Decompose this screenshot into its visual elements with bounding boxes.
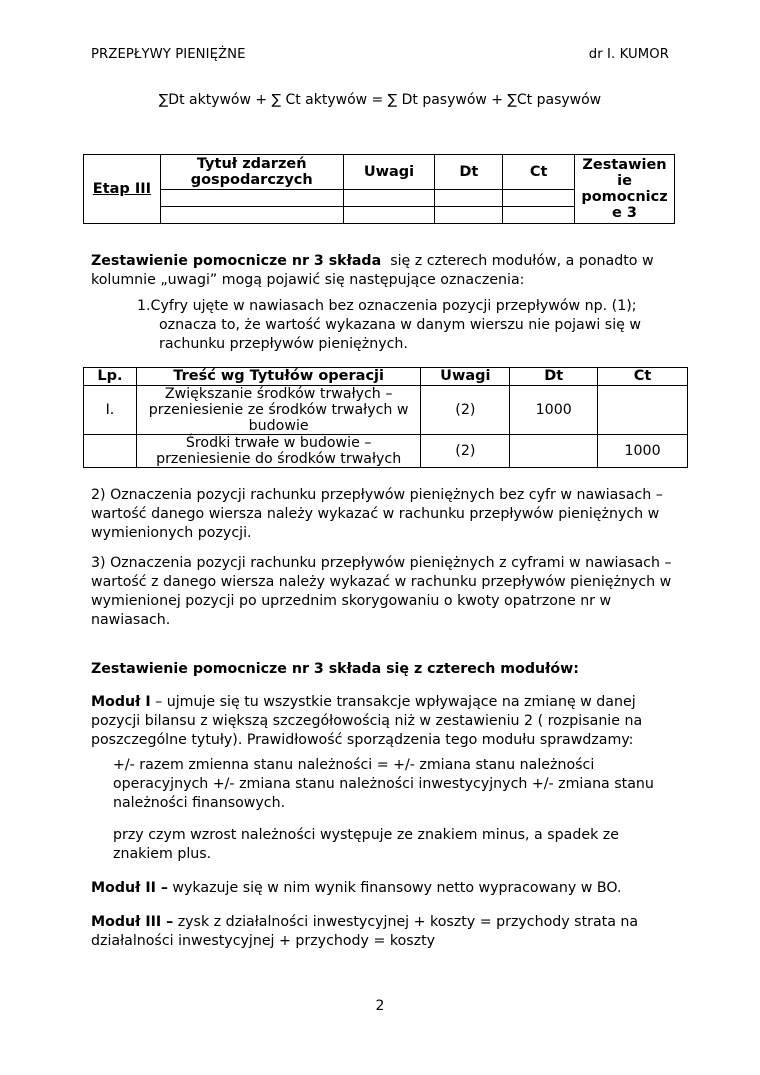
operations-table — [83, 367, 688, 468]
column-header-title — [160, 155, 343, 190]
module-1-formula-line3: należności finansowych. — [113, 795, 286, 811]
module-1-note — [113, 826, 673, 864]
column-header-dt: Dt — [510, 368, 598, 386]
column-header-summary — [575, 155, 675, 224]
cell-dt: 1000 — [510, 386, 598, 435]
module-3-line2: działalności inwestycyjnej + przychody = koszty — [91, 933, 436, 949]
list-item-1-line2: oznacza to, że wartość wykazana w danym wierszu nie pojawi się w — [159, 317, 641, 333]
cell-content — [136, 386, 420, 435]
module-3-text: zysk z działalności inwestycyjnej + koszty = przychody strata na — [173, 914, 639, 930]
cell-lp: I. — [84, 386, 137, 435]
balance-formula: ∑Dt aktywów + ∑ Ct aktywów = ∑ Dt pasywów + ∑Ct pasywów — [158, 92, 602, 108]
header-title: PRZEPŁYWY PIENIĘŻNE — [91, 47, 246, 62]
section-heading-text: Zestawienie pomocnicze nr 3 składa się z czterech modułów: — [91, 661, 579, 677]
empty-cell — [343, 207, 435, 224]
page-number: 2 — [375, 998, 385, 1014]
cell-content-line2: przeniesienie ze środków trwałych w — [148, 402, 409, 418]
cell-ct — [598, 386, 688, 435]
list-item-3-line2: wartość z danego wiersza należy wykazać w rachunku przepływów pieniężnych w — [91, 574, 672, 590]
module-1-line1: – ujmuje się tu wszystkie transakcje wpływające na zmianę w danej — [150, 694, 636, 710]
header-author: dr I. KUMOR — [588, 47, 669, 62]
list-item-1-line3: rachunku przepływów pieniężnych. — [159, 336, 408, 352]
list-item-3-line1: 3) Oznaczenia pozycji rachunku przepływów pieniężnych z cyframi w nawiasach – — [91, 555, 672, 571]
empty-cell — [160, 207, 343, 224]
module-1-formula-line1: +/- razem zmienna stanu należności = +/- zmiana stanu należności — [113, 757, 595, 773]
list-item-1 — [137, 297, 657, 354]
column-header-title-line2: gospodarczych — [190, 172, 313, 188]
cell-lp — [84, 435, 137, 468]
column-header-notes: Uwagi — [343, 155, 435, 190]
empty-cell — [435, 190, 503, 207]
cell-dt — [510, 435, 598, 468]
empty-cell — [343, 190, 435, 207]
intro-line2: kolumnie „uwagi” mogą pojawić się następujące oznaczenia: — [91, 272, 525, 288]
module-1-formula — [113, 756, 673, 813]
module-1-line3: poszczególne tytuły). Prawidłowość sporządzenia tego modułu sprawdzamy: — [91, 732, 634, 748]
empty-cell — [503, 207, 575, 224]
cell-content-line3: budowie — [248, 418, 309, 434]
intro-paragraph — [91, 252, 681, 290]
intro-rest: się z czterech modułów, a ponadto w — [381, 253, 654, 269]
module-3-label: Moduł III – — [91, 914, 174, 930]
summary-line2: ie — [617, 173, 632, 189]
list-item-2-line2: wartość danego wiersza należy wykazać w rachunku przepływów pieniężnych w — [91, 506, 660, 522]
cell-notes: (2) — [421, 435, 510, 468]
stage-label: Etap III — [92, 181, 152, 197]
column-header-notes: Uwagi — [421, 368, 510, 386]
list-item-2-line1: 2) Oznaczenia pozycji rachunku przepływów pieniężnych bez cyfr w nawiasach – — [91, 487, 663, 503]
empty-cell — [435, 207, 503, 224]
module-1-paragraph — [91, 693, 681, 750]
module-1-note-line2: znakiem plus. — [113, 846, 212, 862]
cell-content-line1: Zwiększanie środków trwałych – — [164, 386, 393, 402]
column-header-ct: Ct — [598, 368, 688, 386]
module-2-text: wykazuje się w nim wynik finansowy netto wypracowany w BO. — [167, 880, 622, 896]
column-header-title-line1: Tytuł zdarzeń — [196, 156, 307, 172]
list-item-1-line1: 1.Cyfry ujęte w nawiasach bez oznaczenia pozycji przepływów np. (1); — [137, 298, 637, 314]
cell-content — [136, 435, 420, 468]
empty-cell — [160, 190, 343, 207]
cell-notes: (2) — [421, 386, 510, 435]
empty-cell — [503, 190, 575, 207]
module-1-formula-line2: operacyjnych +/- zmiana stanu należności inwestycyjnych +/- zmiana stanu — [113, 776, 654, 792]
column-header-lp: Lp. — [84, 368, 137, 386]
summary-line3: pomocnicz — [581, 189, 668, 205]
list-item-3 — [91, 554, 681, 630]
table-row — [84, 386, 688, 435]
module-2-label: Moduł II – — [91, 880, 168, 896]
intro-bold: Zestawienie pomocnicze nr 3 składa — [91, 253, 382, 269]
module-2-paragraph — [91, 879, 681, 898]
stage-cell — [84, 155, 161, 224]
list-item-2 — [91, 486, 681, 543]
table-row — [84, 435, 688, 468]
column-header-dt: Dt — [435, 155, 503, 190]
list-item-2-line3: wymienionych pozycji. — [91, 525, 252, 541]
column-header-content: Treść wg Tytułów operacji — [136, 368, 420, 386]
cell-content-line2: przeniesienie do środków trwałych — [156, 451, 402, 467]
module-1-label: Moduł I — [91, 694, 151, 710]
section-heading — [91, 660, 681, 679]
summary-line1: Zestawien — [582, 157, 667, 173]
module-1-line2: pozycji bilansu z większą szczegółowością niż w zestawieniu 2 ( rozpisanie na — [91, 713, 643, 729]
summary-line4: e 3 — [612, 205, 637, 221]
module-1-note-line1: przy czym wzrost należności występuje ze znakiem minus, a spadek ze — [113, 827, 619, 843]
cell-ct: 1000 — [598, 435, 688, 468]
column-header-ct: Ct — [503, 155, 575, 190]
list-item-3-line3: wymienionej pozycji po uprzednim skorygowaniu o kwoty opatrzone nr w — [91, 593, 612, 609]
module-3-paragraph — [91, 913, 681, 951]
list-item-3-line4: nawiasach. — [91, 612, 171, 628]
cell-content-line1: Środki trwałe w budowie – — [185, 435, 372, 451]
stage-table — [83, 154, 675, 224]
